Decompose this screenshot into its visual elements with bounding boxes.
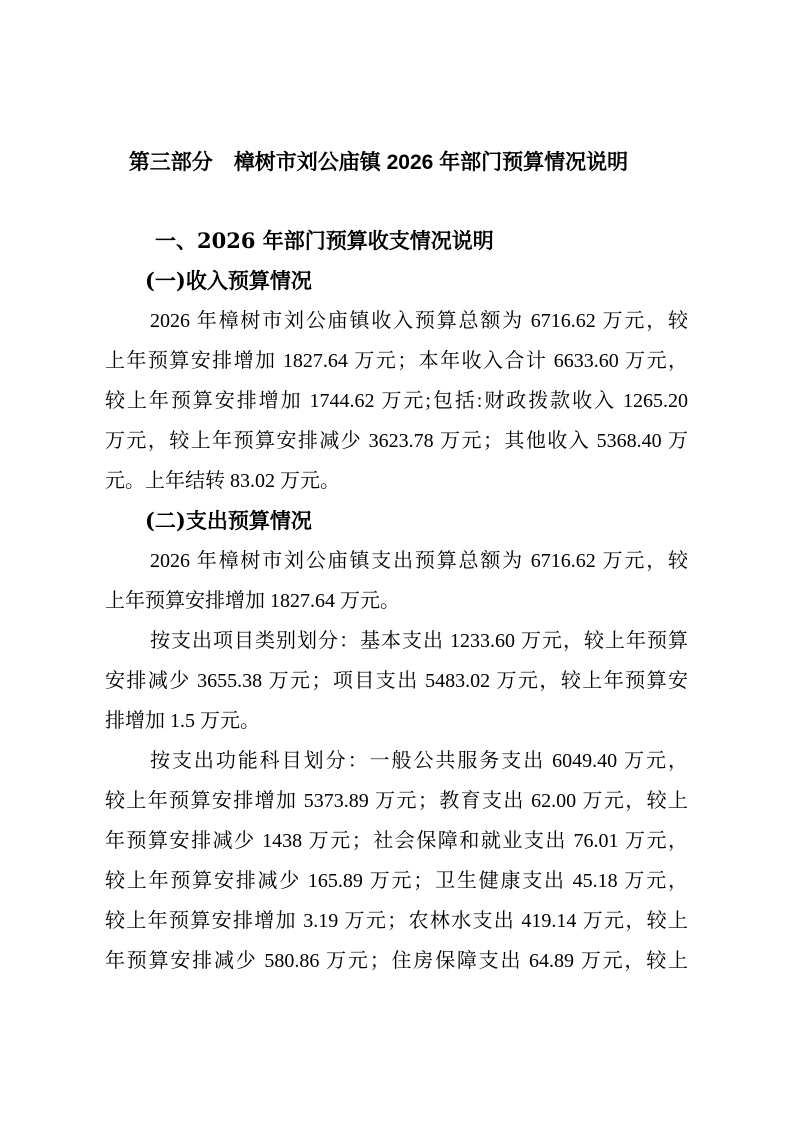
paragraph-line: 按支出功能科目划分：一般公共服务支出 6049.40 万元，: [150, 750, 688, 772]
paragraph-line: 上年预算安排增加 1827.64 万元。: [105, 590, 400, 612]
paragraph-line: 年预算安排减少 1438 万元；社会保障和就业支出 76.01 万元，: [105, 830, 688, 852]
paragraph: [105, 541, 688, 621]
paragraph-line: 2026 年樟树市刘公庙镇收入预算总额为 6716.62 万元，较: [150, 310, 688, 332]
paragraph-line: 较上年预算安排增加 1744.62 万元;包括:财政拨款收入 1265.20: [105, 390, 688, 412]
paragraph-line: 年预算安排减少 580.86 万元；住房保障支出 64.89 万元，较上: [105, 950, 688, 972]
paragraph-line: 2026 年樟树市刘公庙镇支出预算总额为 6716.62 万元，较: [150, 550, 688, 572]
paragraph-line: 按支出项目类别划分：基本支出 1233.60 万元，较上年预算: [150, 630, 688, 652]
paragraph-line: 安排减少 3655.38 万元；项目支出 5483.02 万元，较上年预算安: [105, 670, 688, 692]
paragraph-line: 万元，较上年预算安排减少 3623.78 万元；其他收入 5368.40 万: [105, 430, 688, 452]
paragraph: [105, 741, 688, 981]
paragraph-line: 较上年预算安排减少 165.89 万元；卫生健康支出 45.18 万元，: [105, 870, 688, 892]
paragraph-line: 元。上年结转 83.02 万元。: [105, 470, 340, 492]
section-heading: 一、2026 年部门预算收支情况说明: [155, 228, 494, 253]
paragraph: [105, 301, 688, 501]
paragraph: [105, 621, 688, 741]
paragraph-line: 较上年预算安排增加 3.19 万元；农林水支出 419.14 万元，较上: [105, 910, 688, 932]
subsection-heading: (二)支出预算情况: [145, 508, 312, 533]
paragraph-line: 上年预算安排增加 1827.64 万元；本年收入合计 6633.60 万元，: [105, 350, 688, 372]
document-body: [105, 221, 688, 981]
subsection-heading: (一)收入预算情况: [145, 268, 312, 293]
paragraph-line: 排增加 1.5 万元。: [105, 710, 260, 732]
paragraph-line: 较上年预算安排增加 5373.89 万元；教育支出 62.00 万元，较上: [105, 790, 688, 812]
page-title: 第三部分 樟树市刘公庙镇 2026 年部门预算情况说明: [128, 151, 629, 174]
